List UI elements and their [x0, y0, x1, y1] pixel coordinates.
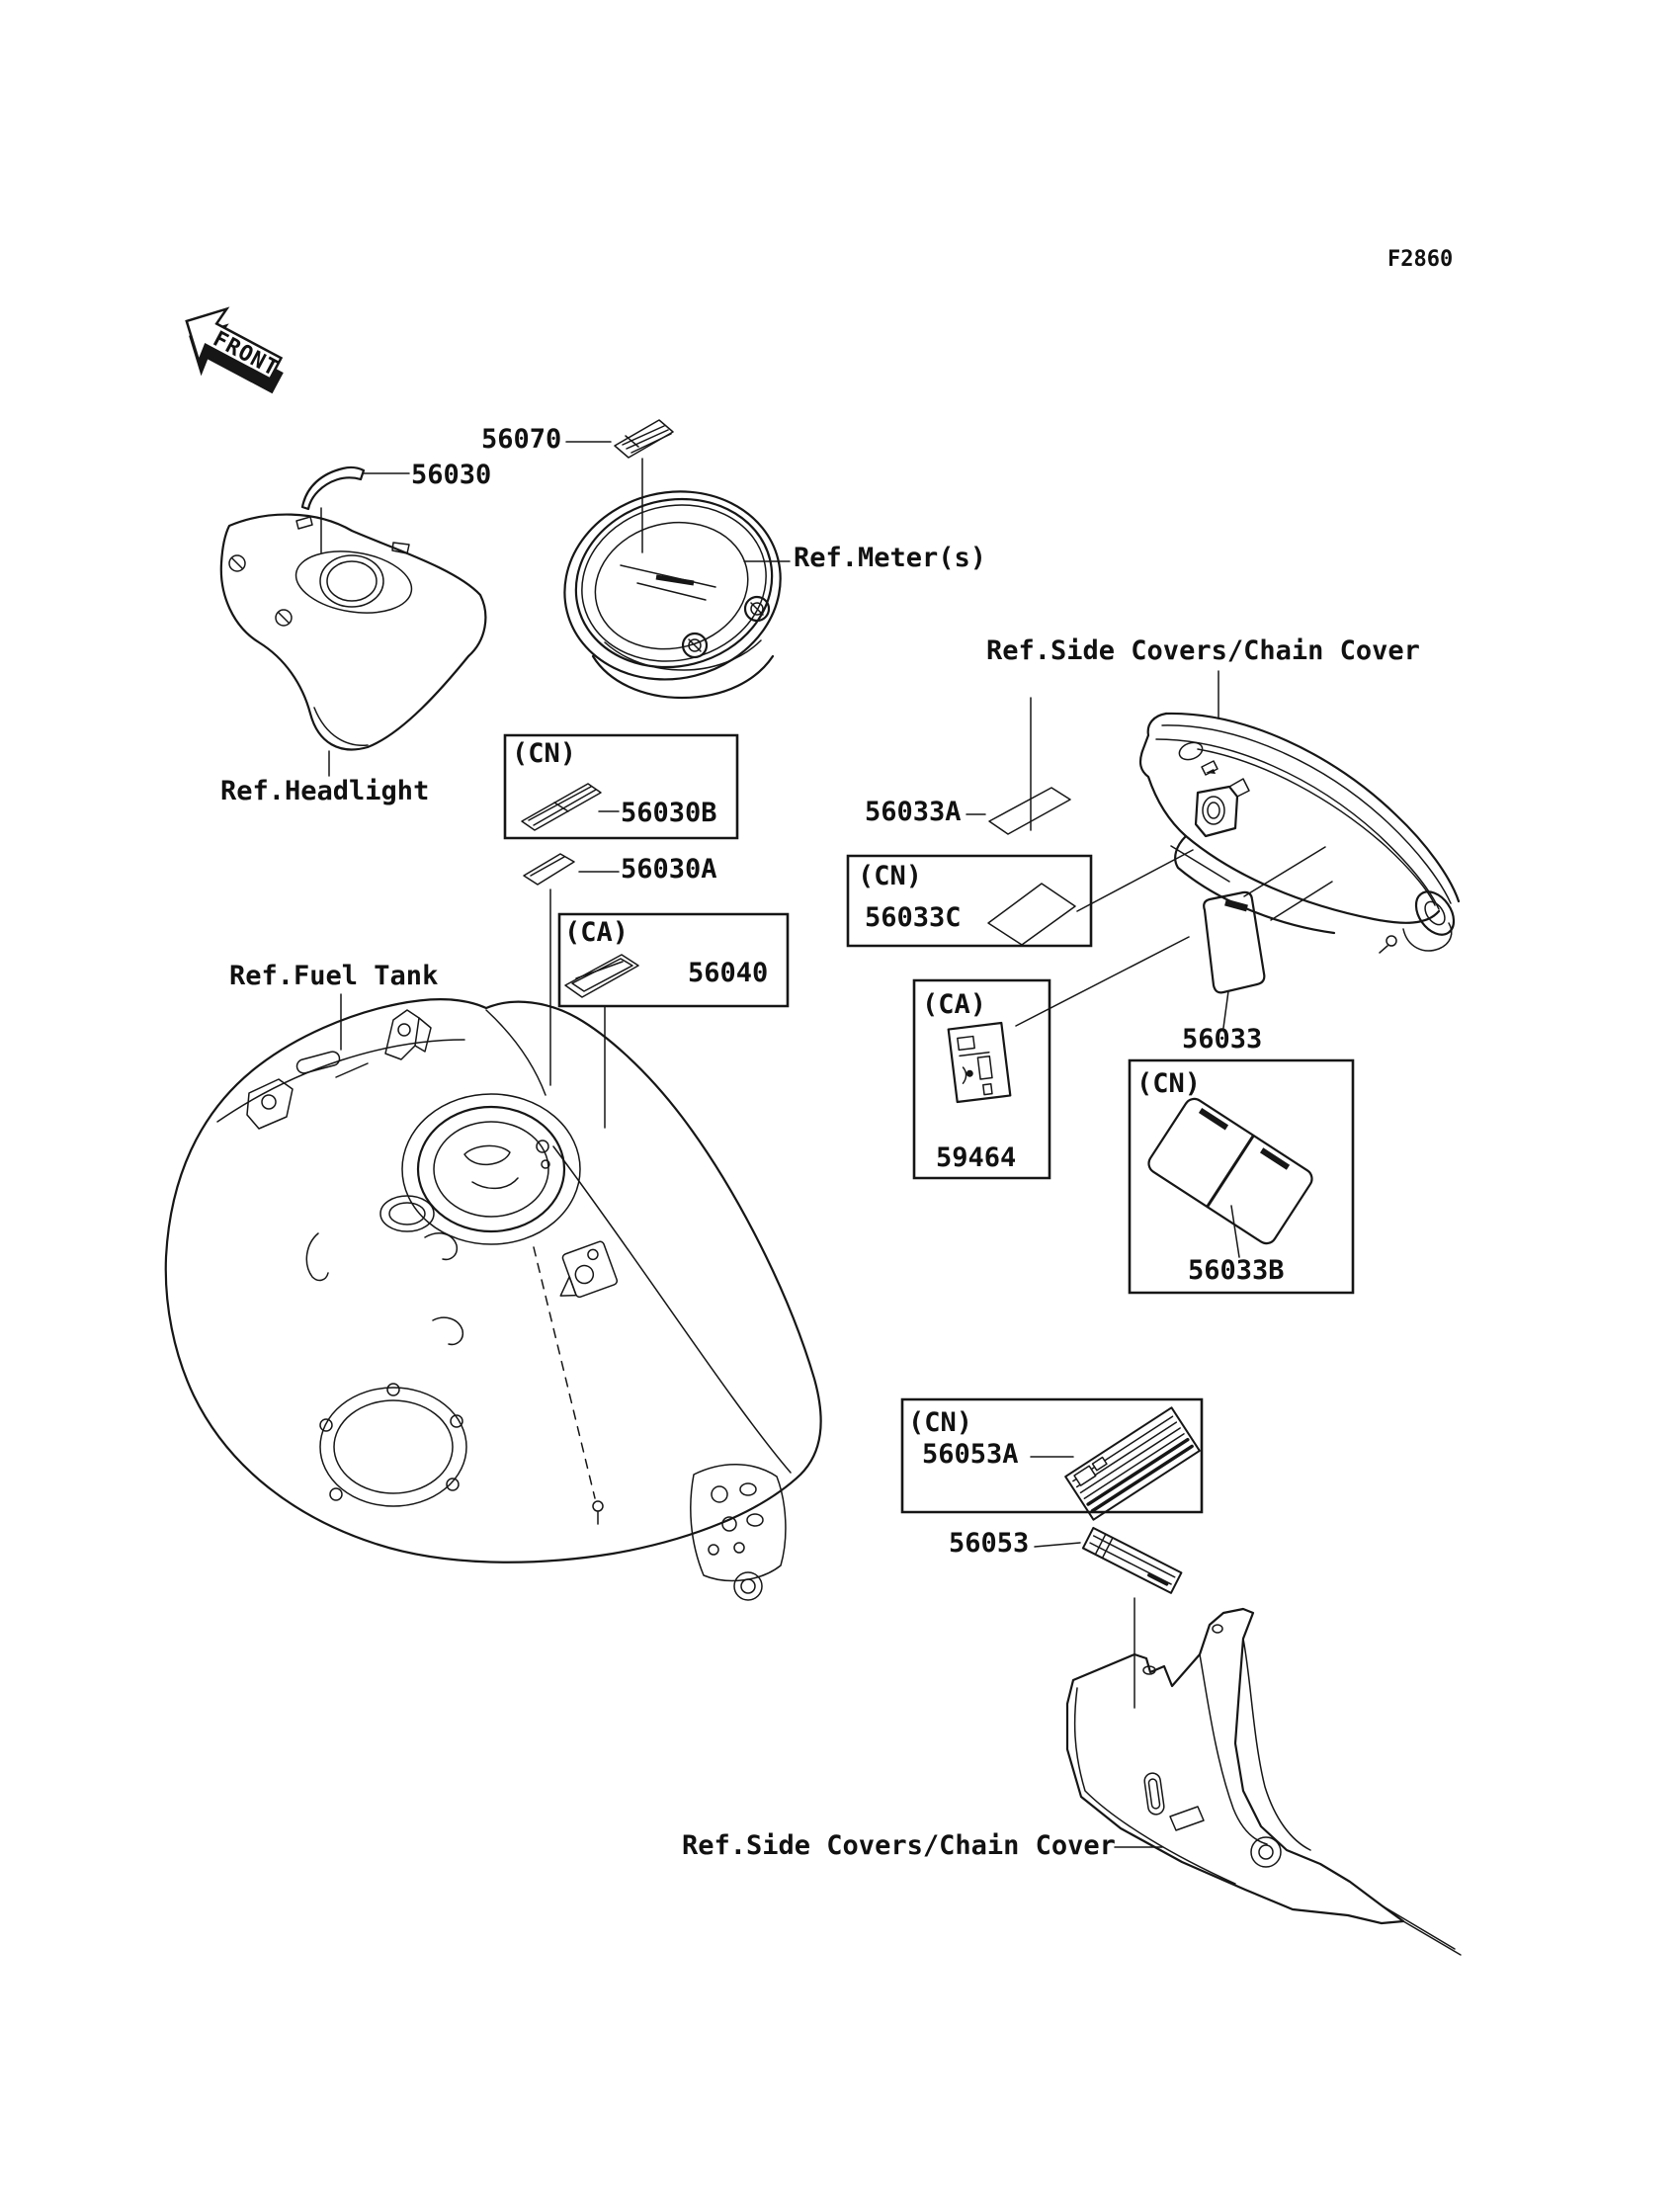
- sticker-56033c: [988, 884, 1075, 945]
- ref-headlight-label: Ref.Headlight: [220, 776, 430, 806]
- chain-cover-lower-drawing: [1067, 1609, 1461, 1955]
- chain-cover-upper-drawing: [1140, 714, 1462, 953]
- sticker-56033: [1204, 892, 1264, 992]
- sticker-56040: [565, 955, 638, 997]
- callout-56033: 56033: [1182, 1024, 1263, 1055]
- callout-56053a: 56053A: [922, 1439, 1019, 1470]
- sticker-56030-band: [302, 467, 364, 509]
- callout-56033a: 56033A: [865, 797, 962, 827]
- sticker-56030a: [524, 854, 574, 885]
- variant-tag-cn-56030b: (CN): [512, 738, 577, 769]
- callout-56030: 56030: [411, 460, 492, 490]
- sticker-56033b: [1145, 1095, 1316, 1247]
- sticker-56070: [615, 420, 673, 458]
- callout-56033c: 56033C: [865, 902, 962, 933]
- callout-56040: 56040: [688, 958, 769, 988]
- sticker-56053: [1083, 1528, 1182, 1593]
- sticker-56030b: [522, 784, 601, 830]
- variant-tag-cn-56033c: (CN): [858, 861, 923, 891]
- front-arrow: [167, 295, 297, 409]
- front-arrow-label: FRONT: [209, 326, 283, 382]
- ref-side-covers-lower-label: Ref.Side Covers/Chain Cover: [682, 1830, 1116, 1861]
- callout-56030b: 56030B: [621, 798, 717, 828]
- sticker-56033a: [989, 788, 1070, 834]
- ref-side-covers-upper-label: Ref.Side Covers/Chain Cover: [986, 635, 1420, 666]
- headlight-drawing: [221, 515, 486, 750]
- variant-tag-cn-56033b: (CN): [1136, 1068, 1202, 1099]
- meter-drawing: [545, 469, 800, 703]
- sticker-59464: [949, 1023, 1011, 1102]
- page-code: F2860: [1387, 247, 1454, 272]
- variant-tag-ca-59464: (CA): [922, 989, 987, 1020]
- label-stickers: [302, 420, 1315, 1593]
- callout-59464: 59464: [936, 1142, 1017, 1173]
- callout-56030a: 56030A: [621, 854, 717, 885]
- ref-fuel-tank-label: Ref.Fuel Tank: [229, 961, 439, 991]
- callout-56053: 56053: [949, 1528, 1030, 1559]
- sticker-56053a: [1065, 1407, 1200, 1519]
- callout-56033b: 56033B: [1188, 1255, 1285, 1286]
- callout-56070: 56070: [481, 424, 562, 455]
- variant-tag-ca-56040: (CA): [564, 917, 630, 948]
- fuel-tank-drawing: [166, 999, 821, 1600]
- variant-tag-cn-56053a: (CN): [908, 1407, 973, 1438]
- ref-meter-label: Ref.Meter(s): [794, 543, 987, 573]
